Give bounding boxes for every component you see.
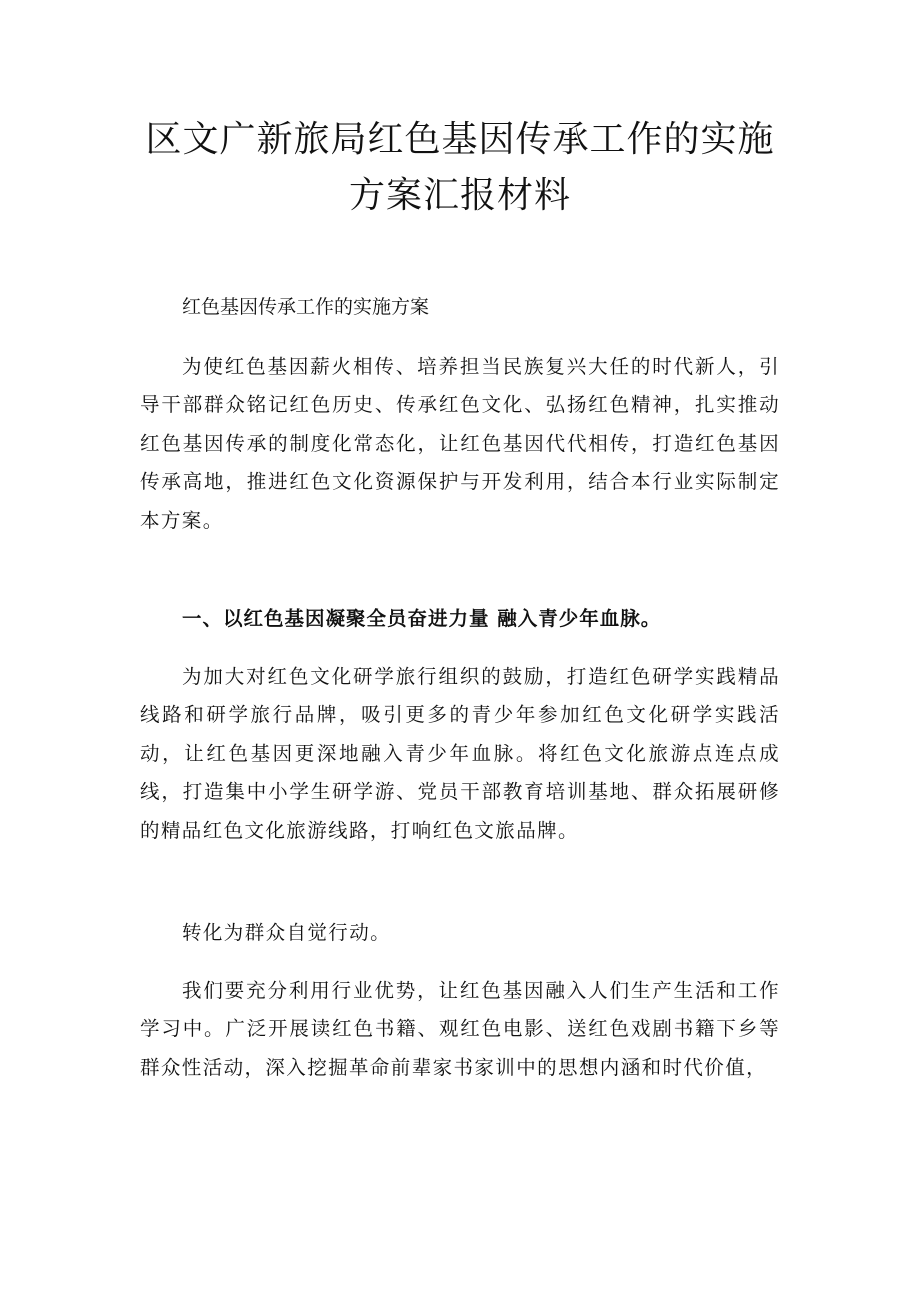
section-heading-1: 一、以红色基因凝聚全员奋进力量 融入青少年血脉。 <box>182 607 662 630</box>
body-paragraph-study-travel: 为加大对红色文化研学旅行组织的鼓励，打造红色研学实践精品线路和研学旅行品牌，吸引更多的青少年参加红色文化研学实践活动，让红色基因更深地融入青少年血脉。将红色文化旅游点连点成线，打造集中小学生研学游、党员干部教育培训基地、群众拓展研修的精品红色文化旅游线路，打响红色文旅品牌。 <box>140 665 780 842</box>
document-title: 区文广新旅局红色基因传承工作的实施方案汇报材料 <box>145 119 775 216</box>
intro-paragraph: 为使红色基因薪火相传、培养担当民族复兴大任的时代新人，引导干部群众铭记红色历史、传承红色文化、弘扬红色精神，扎实推动红色基因传承的制度化常态化，让红色基因代代相传，打造红色基因传承高地，推进红色文化资源保护与开发利用，结合本行业实际制定本方案。 <box>140 355 780 532</box>
body-paragraph-transform: 转化为群众自觉行动。 <box>182 921 392 944</box>
plan-subheading: 红色基因传承工作的实施方案 <box>182 296 430 318</box>
body-paragraph-industry: 我们要充分利用行业优势，让红色基因融入人们生产生活和工作学习中。广泛开展读红色书籍、观红色电影、送红色戏剧书籍下乡等群众性活动，深入挖掘革命前辈家书家训中的思想内涵和时代价值， <box>140 979 780 1079</box>
